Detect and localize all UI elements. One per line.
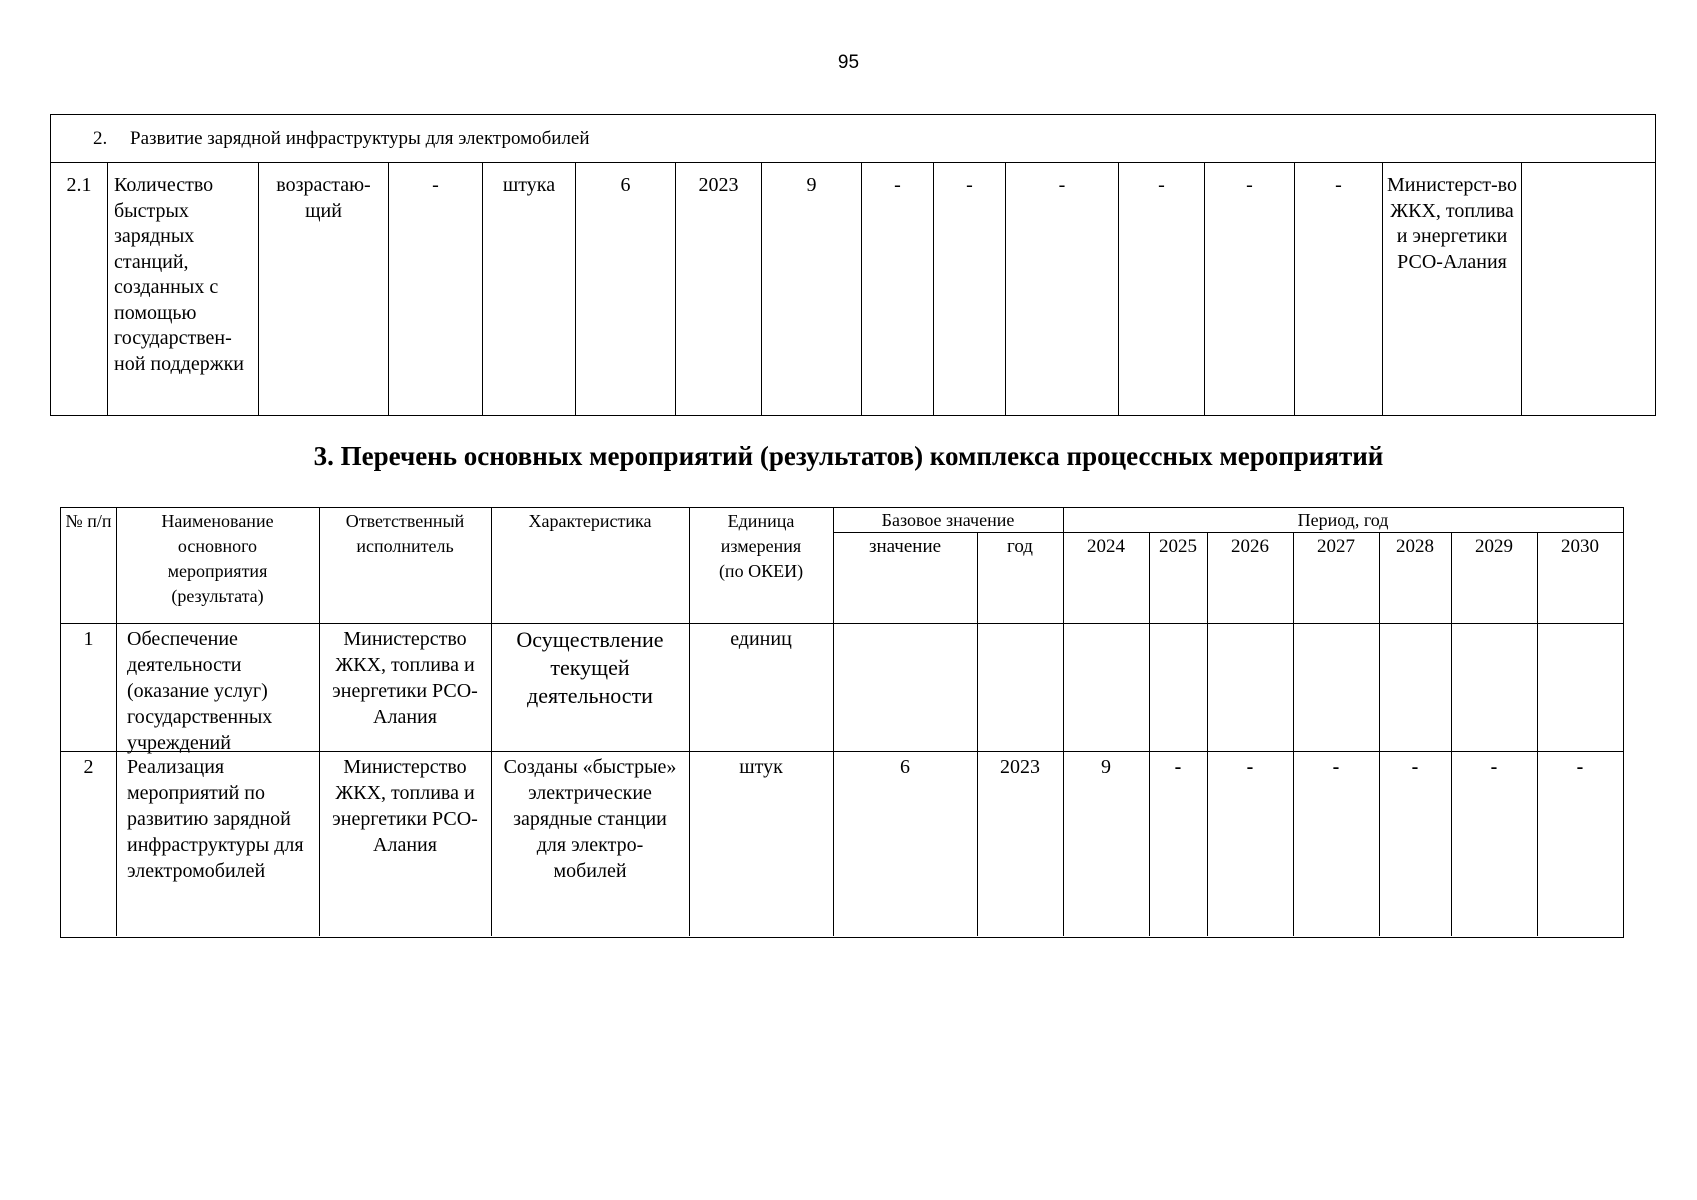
grid-line xyxy=(1537,532,1538,936)
grid-line xyxy=(1149,532,1150,936)
header-base-group: Базовое значение xyxy=(881,510,1015,530)
header-year-2028: 2028 xyxy=(1396,536,1434,557)
header-year-2026: 2026 xyxy=(1231,536,1269,557)
value-2030: - xyxy=(1294,163,1382,415)
value-2025: - xyxy=(861,163,933,415)
value-2028: - xyxy=(1118,163,1204,415)
responsible: Министерство ЖКХ, топлива и энергетики РСО-Алания xyxy=(332,756,478,856)
header-unit: Единица измерения (по ОКЕИ) xyxy=(718,511,804,581)
value-2025: - xyxy=(1174,756,1182,778)
header-characteristic: Характеристика xyxy=(528,511,652,531)
responsible: Министерство ЖКХ, топлива и энергетики РСО-Алания xyxy=(332,628,478,728)
section-number: 2. xyxy=(93,128,108,149)
section-heading: 3. Перечень основных мероприятий (результатов) комплекса процессных мероприятий xyxy=(313,441,1384,471)
row-number: 2.1 xyxy=(66,174,92,196)
grid-line xyxy=(1293,532,1294,936)
header-year-2029: 2029 xyxy=(1475,536,1513,557)
value-2026: - xyxy=(933,163,1005,415)
base-year: 2023 xyxy=(1000,756,1040,778)
header-year-2024: 2024 xyxy=(1087,536,1125,557)
grid-line xyxy=(1063,508,1064,936)
value-2027: - xyxy=(1005,163,1118,415)
header-year-2030: 2030 xyxy=(1561,536,1599,557)
grid-line xyxy=(1379,532,1380,936)
base-value: 6 xyxy=(900,756,910,778)
row-number: 1 xyxy=(83,628,94,650)
value-2026: - xyxy=(1246,756,1254,778)
measures-table xyxy=(60,507,1624,938)
base-year: 2023 xyxy=(675,163,761,415)
indicators-table xyxy=(50,114,1656,416)
header-num: № п/п xyxy=(65,511,112,531)
row-number: 2 xyxy=(83,756,94,778)
section-title: Развитие зарядной инфраструктуры для электромобилей xyxy=(130,128,590,149)
indicator-name: Количество быстрых зарядных станций, созданных с помощью государствен-ной поддержки xyxy=(107,163,258,415)
grid-line xyxy=(1451,532,1452,936)
header-base-year: год xyxy=(1007,536,1033,557)
grid-line xyxy=(61,623,1623,624)
characteristic: Осуществление текущей деятельности xyxy=(516,627,664,708)
value-2024: 9 xyxy=(761,163,861,415)
grid-line xyxy=(833,508,834,936)
measure-name: Обеспечение деятельности (оказание услуг) государственных учреждений xyxy=(127,628,273,754)
grid-line xyxy=(833,532,1623,533)
measure-name: Реализация мероприятий по развитию зарядной инфраструктуры для электромобилей xyxy=(127,756,304,882)
grid-line xyxy=(1207,532,1208,936)
header-base-value: значение xyxy=(868,536,942,557)
header-year-2027: 2027 xyxy=(1317,536,1355,557)
value-2027: - xyxy=(1332,756,1340,778)
value-2029: - xyxy=(1204,163,1294,415)
trend: возрастаю-щий xyxy=(258,163,388,415)
section-row xyxy=(51,115,1655,163)
value-2024: 9 xyxy=(1101,756,1111,778)
header-period-group: Период, год xyxy=(1297,510,1389,530)
responsible: Министерст-во ЖКХ, топлива и энергетики РСО-Алания xyxy=(1382,163,1521,415)
header-responsible: Ответственный исполнитель xyxy=(345,511,465,556)
page-number: 95 xyxy=(837,52,860,73)
value-2028: - xyxy=(1411,756,1419,778)
unit: штука xyxy=(482,163,575,415)
unit: единиц xyxy=(730,628,792,650)
cell-c3: - xyxy=(388,163,482,415)
characteristic: Созданы «быстрые» электрические зарядные станции для электро-мобилей xyxy=(503,756,677,882)
table-row xyxy=(51,163,1655,415)
base-value: 6 xyxy=(575,163,675,415)
grid-line xyxy=(977,532,978,936)
header-name: Наименование основного мероприятия (результата) xyxy=(161,511,274,606)
unit: штук xyxy=(739,756,783,778)
header-year-2025: 2025 xyxy=(1159,536,1197,557)
value-2029: - xyxy=(1490,756,1498,778)
last-cell xyxy=(1521,163,1655,415)
value-2030: - xyxy=(1576,756,1584,778)
